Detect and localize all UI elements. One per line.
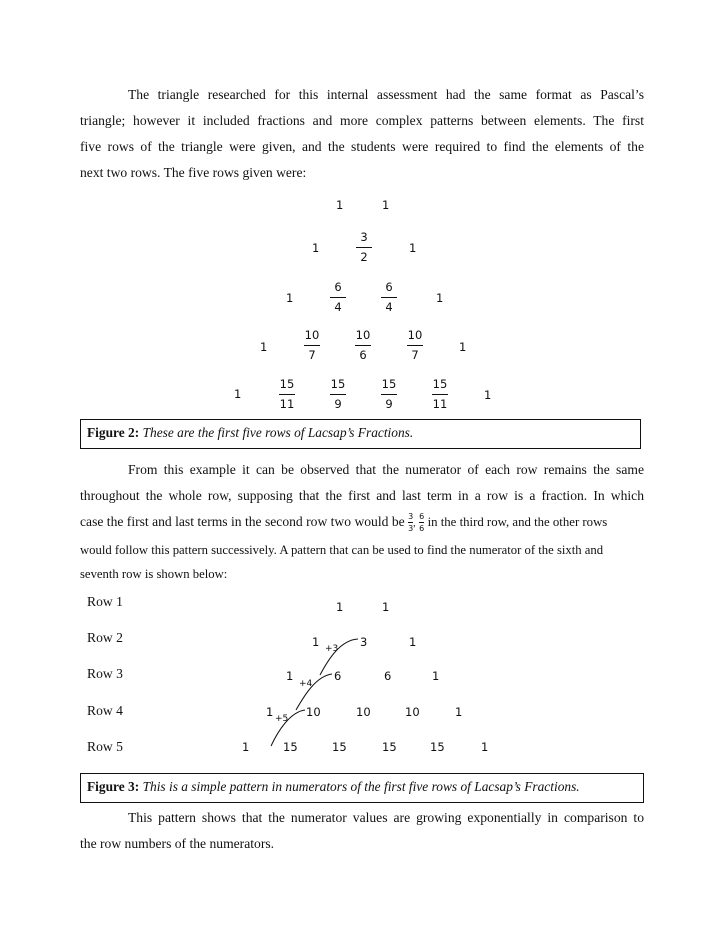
numerator: 3: [408, 512, 414, 522]
triangle-entry: 1: [312, 241, 320, 255]
denominator: 9: [334, 397, 342, 411]
pattern-value: 10: [356, 705, 371, 719]
denominator: 7: [411, 348, 419, 362]
numerator: 6: [385, 280, 393, 294]
intro-line: five rows of the triangle were given, and the students were required to find the elements of the: [80, 139, 644, 154]
figure-caption-text: This is a simple pattern in numerators of the first five rows of Lacsap’s Fractions.: [142, 779, 580, 794]
row-label: Row 2: [87, 630, 123, 645]
triangle-entry: 1: [484, 388, 492, 402]
figure-caption-text: These are the first five rows of Lacsap’s Fractions.: [142, 425, 414, 440]
pattern-value: 1: [286, 669, 294, 683]
denominator: 4: [385, 300, 393, 314]
pattern-value: 1: [409, 635, 417, 649]
triangle-entry: 1: [382, 198, 390, 212]
denominator: 6: [419, 524, 425, 534]
pattern-value: 1: [382, 600, 390, 614]
triangle-entry: 1: [409, 241, 417, 255]
pattern-value: 1: [432, 669, 440, 683]
triangle-entry: 1: [260, 340, 268, 354]
arc-row3-row4: [296, 674, 332, 710]
triangle-entry: 1: [286, 291, 294, 305]
pattern-value: 15: [283, 740, 298, 754]
numerator: 6: [419, 512, 425, 522]
pattern-value: 1: [266, 705, 274, 719]
arc-row4-row5: [271, 710, 305, 746]
increment-label: +5: [275, 714, 289, 724]
observation-line: From this example it can be observed that the numerator of each row remains the same: [128, 462, 644, 477]
triangle-entry: 1: [336, 198, 344, 212]
conclusion-line: the row numbers of the numerators.: [80, 836, 275, 851]
pattern-value: 1: [242, 740, 250, 754]
denominator: 7: [308, 348, 316, 362]
pattern-value: 15: [382, 740, 397, 754]
figure-label: Figure 2:: [87, 425, 140, 440]
numerator: 6: [334, 280, 342, 294]
pattern-value: 15: [332, 740, 347, 754]
pattern-value: 1: [312, 635, 320, 649]
comma: ,: [413, 518, 416, 529]
row-label: Row 5: [87, 739, 123, 754]
denominator: 6: [359, 348, 367, 362]
numerator: 15: [279, 377, 295, 391]
pattern-value: 1: [336, 600, 344, 614]
triangle-entry: 1: [436, 291, 444, 305]
figure-3-caption: [80, 773, 644, 803]
observation-line-5: seventh row is shown below:: [80, 567, 228, 581]
denominator: 4: [334, 300, 342, 314]
increment-label: +4: [299, 679, 313, 689]
increment-label: +3: [325, 644, 339, 654]
observation-text: in the third row, and the other rows: [427, 515, 608, 529]
triangle-entry: 1: [234, 387, 242, 401]
figure-label: Figure 3:: [87, 779, 140, 794]
numerator: 15: [381, 377, 397, 391]
pattern-value: 1: [455, 705, 463, 719]
pattern-value: 10: [405, 705, 420, 719]
numerator: 15: [432, 377, 448, 391]
numerator: 10: [355, 328, 371, 342]
denominator: 2: [360, 250, 368, 264]
intro-line: next two rows. The five rows given were:: [80, 165, 307, 180]
row-label: Row 3: [87, 666, 123, 681]
observation-line: throughout the whole row, supposing that the first and last term in a row is a fraction. In which: [80, 488, 644, 503]
row-label: Row 4: [87, 703, 123, 718]
numerator: 3: [360, 230, 368, 244]
pattern-value: 6: [384, 669, 392, 683]
observation-line-4: would follow this pattern successively. A pattern that can be used to find the numerator of the sixth and: [80, 543, 604, 557]
pattern-value: 6: [334, 669, 342, 683]
arc-row2-row3: [320, 639, 358, 675]
triangle-entry: 1: [459, 340, 467, 354]
numerator: 15: [330, 377, 346, 391]
pattern-value: 1: [481, 740, 489, 754]
conclusion-paragraph: [80, 805, 644, 857]
row-label: Row 1: [87, 594, 123, 609]
pattern-value: 10: [306, 705, 321, 719]
pattern-value: 3: [360, 635, 368, 649]
denominator: 3: [408, 524, 414, 534]
intro-line: The triangle researched for this internal assessment had the same format as Pascal’s: [128, 87, 644, 102]
pattern-value: 15: [430, 740, 445, 754]
numerator: 10: [407, 328, 423, 342]
denominator: 11: [432, 397, 448, 411]
conclusion-line: This pattern shows that the numerator values are growing exponentially in comparison to: [128, 810, 644, 825]
numerator: 10: [304, 328, 320, 342]
denominator: 9: [385, 397, 393, 411]
observation-text: case the first and last terms in the second row two would be: [80, 514, 405, 529]
intro-line: triangle; however it included fractions and more complex patterns between elements. The first: [80, 113, 644, 128]
denominator: 11: [279, 397, 295, 411]
